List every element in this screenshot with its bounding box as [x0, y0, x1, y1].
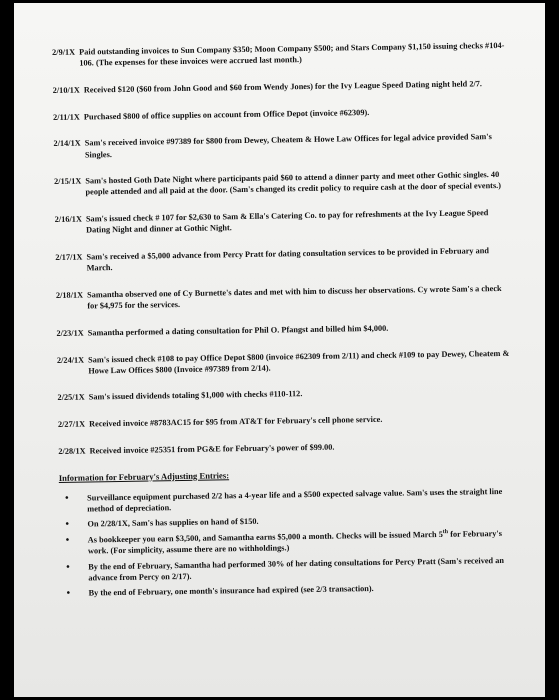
superscript: th	[442, 528, 449, 535]
journal-entry	[52, 40, 510, 70]
list-item-text: By the end of February, one month's insurance had expired (see 2/3 transaction).	[88, 584, 374, 598]
entry-date: 2/10/1X	[52, 85, 80, 95]
list-item-text: Surveillance equipment purchased 2/2 has a 4-year life and a $500 expected salvage value. Sam's uses the straight line method of depreciation.	[87, 486, 503, 514]
entry-text: Sam's received invoice #97389 for $800 from Dewey, Cheatem & Howe Law Offices for legal advice provided Sam's Singles.	[84, 132, 492, 160]
list-item-text: As bookkeeper you earn $3,500, and Samantha earns $5,000 a month. Checks will be issued March 5	[87, 529, 443, 545]
entry-text: Sam's issued check #108 to pay Office Depot $800 (invoice #62309 from 2/11) and check #109 to pay Dewey, Cheatem & Howe Law Offices $800 (Invoice #97389 from 2/14).	[88, 348, 510, 376]
entry-text: Sam's issued check # 107 for $2,630 to Sam & Ella's Catering Co. to pay for refreshments at the Ivy League Speed Dating Night and dinner at Gothic Night.	[85, 208, 489, 235]
entry-text: Samantha observed one of Cy Burnette's dates and met with him to discuss her observations. Cy wrote Sam's a check for $4,975 for the services.	[87, 283, 502, 311]
journal-entry	[58, 439, 516, 457]
journal-entry	[58, 412, 516, 430]
journal-entry	[54, 169, 512, 199]
adjusting-entries-heading: Information for February's Adjusting Entries:	[58, 469, 230, 483]
list-item-text: On 2/28/1X, Sam's has supplies on hand of $150.	[87, 517, 259, 529]
journal-entry	[53, 78, 511, 96]
entry-text: Sam's hosted Goth Date Night where participants paid $60 to attend a dinner party and meet other Gothic singles. 40 people attended and all paid at the door. (Sam's changed its credit policy to require cash at the door of special events.)	[85, 170, 502, 197]
journal-entry	[53, 104, 511, 122]
entry-text: Purchased $800 of office supplies on account from Office Depot (invoice #62309).	[83, 107, 370, 122]
journal-entry	[57, 385, 515, 403]
entry-date: 2/11/1X	[53, 112, 80, 122]
list-item	[81, 485, 517, 515]
journal-entry	[56, 321, 514, 339]
entry-text: Paid outstanding invoices to Sun Company $350; Moon Company $500; and Stars Company $1,150 issuing checks #104-106. (The expenses for these invoices were accrued last month.)	[79, 40, 505, 68]
entry-date: 2/16/1X	[54, 214, 82, 225]
entry-date: 2/17/1X	[55, 252, 83, 263]
entry-date: 2/9/1X	[52, 47, 76, 57]
entry-date: 2/25/1X	[57, 392, 85, 403]
journal-entry	[56, 283, 514, 313]
list-item-text-tail: for February's work. (For simplicity, assume there are no withholdings.)	[87, 528, 502, 556]
entry-date: 2/18/1X	[55, 290, 84, 300]
document-content	[52, 40, 519, 604]
entry-text: Sam's issued dividends totaling $1,000 with checks #110-112.	[88, 389, 303, 402]
entry-text: Received invoice #25351 from PG&E for February's power of $99.00.	[89, 442, 335, 456]
entry-text: Received $120 ($60 from John Good and $60 from Wendy Jones) for the Ivy League Speed Dating night held 2/7.	[83, 79, 483, 95]
entry-text: Sam's received a $5,000 advance from Percy Pratt for dating consultation services to be provided in February and March.	[86, 246, 490, 273]
entry-date: 2/15/1X	[54, 176, 82, 187]
entry-date: 2/28/1X	[58, 446, 86, 456]
entry-text: Received invoice #8783AC15 for $95 from AT&T for February's cell phone service.	[89, 415, 383, 429]
journal-entry	[57, 347, 515, 377]
journal-entry	[55, 245, 513, 275]
journal-entry	[53, 131, 511, 161]
list-item	[82, 528, 518, 558]
document-page	[14, 3, 545, 697]
entry-text: Samantha performed a dating consultation for Phil O. Pfangst and billed him $4,000.	[87, 323, 389, 338]
list-item	[82, 554, 518, 584]
list-item-text: By the end of February, Samantha had performed 30% of her dating consultations for Percy Pratt (Sam's received an advance from Percy on 2/17).	[88, 555, 505, 583]
entry-date: 2/27/1X	[57, 419, 86, 430]
entry-date: 2/24/1X	[56, 355, 85, 365]
entry-date: 2/23/1X	[56, 328, 84, 338]
list-item	[83, 581, 519, 599]
journal-entry	[55, 207, 513, 237]
entry-date: 2/14/1X	[53, 138, 81, 149]
adjusting-entries-list	[59, 485, 519, 599]
